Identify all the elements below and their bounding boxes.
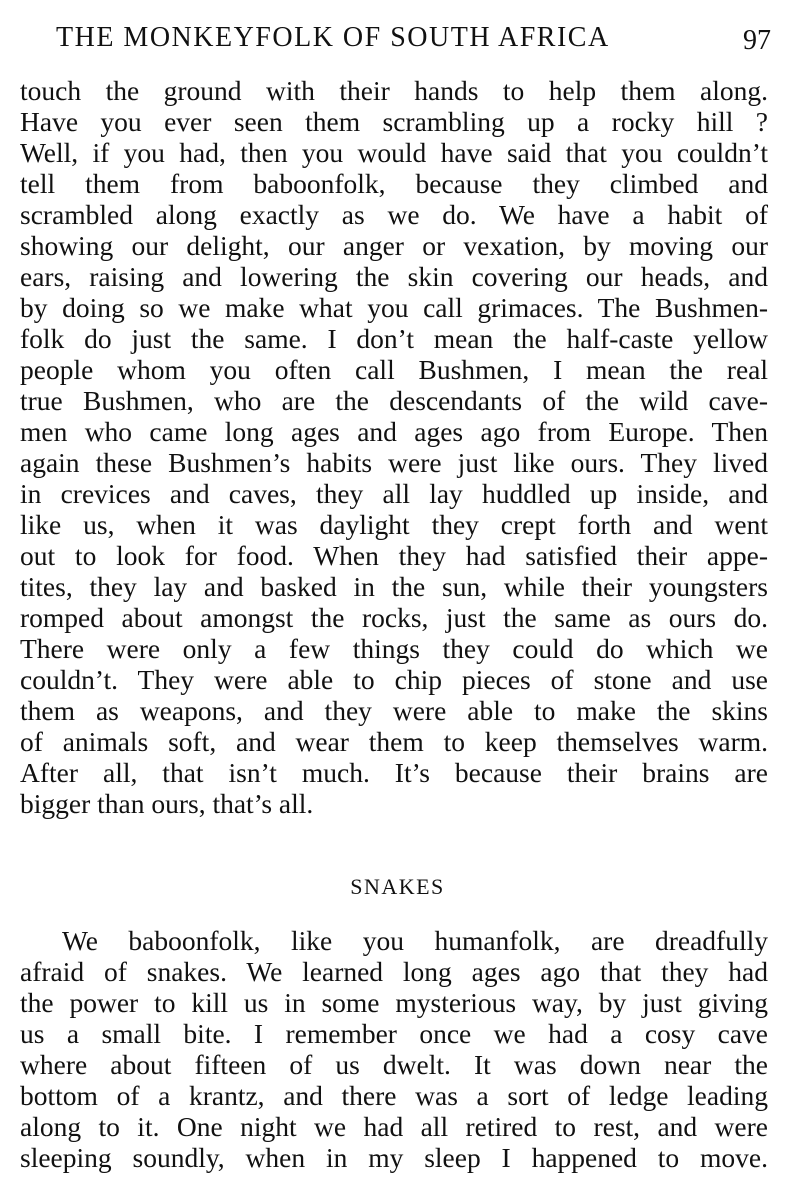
section-heading: SNAKES (350, 874, 445, 899)
text-line: in crevices and caves, they all lay huddled up inside, and (20, 478, 768, 509)
text-line: tites, they lay and basked in the sun, while their youngsters (20, 571, 768, 602)
running-title: THE MONKEYFOLK OF SOUTH AFRICA (56, 22, 610, 53)
text-line: romped about amongst the rocks, just the same as ours do. (20, 602, 768, 633)
text-line: sleeping soundly, when in my sleep I happened to move. (20, 1142, 768, 1173)
text-line: scrambled along exactly as we do. We have a habit of (20, 199, 768, 230)
running-head (56, 22, 771, 62)
text-line: tell them from baboonfolk, because they climbed and (20, 168, 768, 199)
text-line: bottom of a krantz, and there was a sort of ledge leading (20, 1080, 768, 1111)
text-line: Have you ever seen them scrambling up a rocky hill ? (20, 106, 768, 137)
text-line: along to it. One night we had all retired to rest, and were (20, 1111, 768, 1142)
text-line: out to look for food. When they had satisfied their appe- (20, 540, 768, 571)
text-line: people whom you often call Bushmen, I mean the real (20, 354, 768, 385)
text-line: again these Bushmen’s habits were just like ours. They lived (20, 447, 768, 478)
text-line: couldn’t. They were able to chip pieces of stone and use (20, 664, 768, 695)
text-line: folk do just the same. I don’t mean the half-caste yellow (20, 323, 768, 354)
text-line: true Bushmen, who are the descendants of the wild cave- (20, 385, 768, 416)
text-line: showing our delight, our anger or vexation, by moving our (20, 230, 768, 261)
text-line: There were only a few things they could do which we (20, 633, 768, 664)
text-line: After all, that isn’t much. It’s because their brains are (20, 757, 768, 788)
text-line: touch the ground with their hands to help them along. (20, 75, 768, 106)
text-line: ears, raising and lowering the skin covering our heads, and (20, 261, 768, 292)
text-line: men who came long ages and ages ago from Europe. Then (20, 416, 768, 447)
text-line: afraid of snakes. We learned long ages ago that they had (20, 956, 768, 987)
text-line: us a small bite. I remember once we had a cosy cave (20, 1018, 768, 1049)
text-line: bigger than ours, that’s all. (20, 788, 314, 819)
text-line: them as weapons, and they were able to make the skins (20, 695, 768, 726)
text-line: We baboonfolk, like you humanfolk, are dreadfully (62, 925, 768, 956)
text-line: of animals soft, and wear them to keep themselves warm. (20, 726, 768, 757)
text-line: where about fifteen of us dwelt. It was down near the (20, 1049, 768, 1080)
text-line: like us, when it was daylight they crept forth and went (20, 509, 768, 540)
text-line: the power to kill us in some mysterious way, by just giving (20, 987, 768, 1018)
text-line: by doing so we make what you call grimaces. The Bushmen- (20, 292, 768, 323)
text-line: Well, if you had, then you would have said that you couldn’t (20, 137, 768, 168)
page-number: 97 (743, 25, 771, 56)
